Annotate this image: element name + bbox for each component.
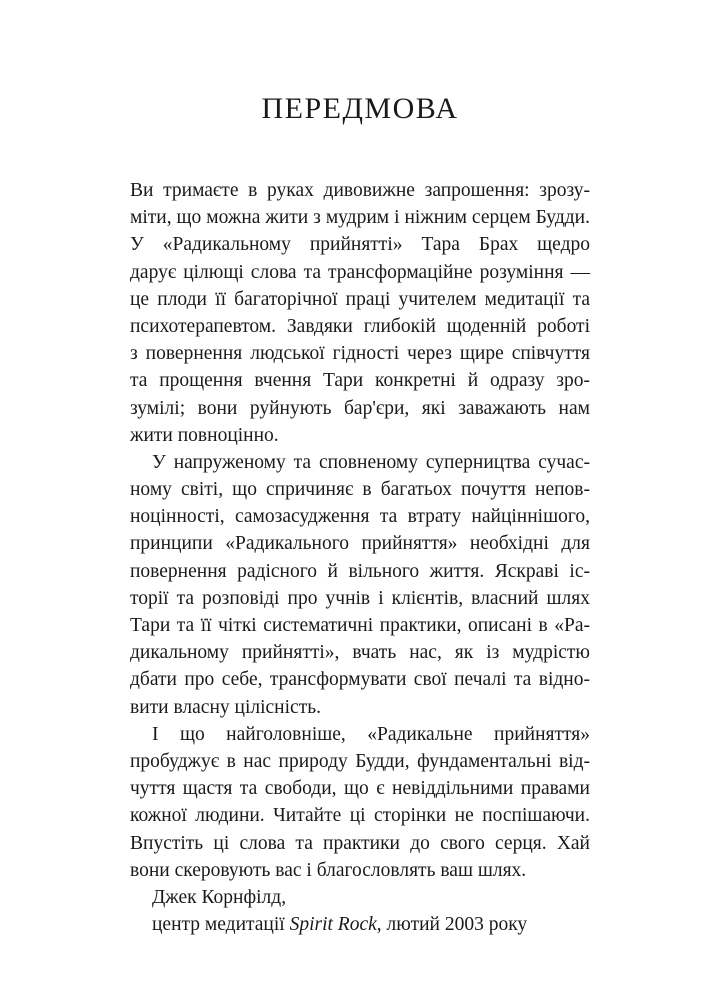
text-line: жити повноцінно. (130, 424, 279, 446)
place-name: Spirit Rock (289, 914, 377, 936)
author-name: Джек Корнфілд, (152, 886, 287, 908)
text-line: повернення радісного й вільного життя. Яскраві іс- (130, 560, 590, 582)
text-line: зумілі; вони руйнують бар'єри, які заважають нам (130, 397, 590, 419)
text-line: пробуджує в нас природу Будди, фундаментальні від- (130, 750, 590, 772)
text-line: це плоди її багаторічної праці учителем медитації та (130, 288, 590, 310)
text-line: ному світі, що спричиняє в багатьох почуття непов- (130, 479, 590, 501)
text-line: та прощення вчення Тари конкретні й одразу зро- (130, 370, 590, 392)
text-line: психотерапевтом. Завдяки глибокій щоденній роботі (130, 315, 590, 337)
text-line: торії та розповіді про учнів і клієнтів, власний шлях (130, 587, 590, 609)
paragraph-2 (130, 449, 590, 721)
text-line: міти, що можна жити з мудрим і ніжним серцем Будди. (130, 207, 590, 229)
text-line: Впустіть ці слова та практики до свого серця. Хай (130, 832, 590, 854)
signature-block (130, 884, 590, 938)
text-line: вити власну цілісність. (130, 696, 321, 718)
text-line: дикальному прийнятті», вчать нас, як із мудрістю (130, 642, 590, 664)
text-line: кожної людини. Читайте ці сторінки не поспішаючи. (130, 805, 590, 827)
author-place (130, 911, 590, 938)
text-line: У «Радикальному прийнятті» Тара Брах щедро (130, 234, 590, 256)
page-title: ПЕРЕДМОВА (261, 92, 459, 125)
text-line: Тари та її чіткі систематичні практики, описані в «Ра- (130, 615, 590, 636)
text-line: дарує цілющі слова та трансформаційне розуміння — (130, 261, 590, 283)
place-suffix: , лютий 2003 року (376, 914, 528, 936)
text-line: І що найголовніше, «Радикальне прийняття» (152, 723, 590, 745)
text-line: дбати про себе, трансформувати свої печалі та відно- (130, 669, 590, 691)
text-line: принципи «Радикального прийняття» необхідні для (130, 533, 590, 555)
text-line: з повернення людської гідності через щире співчуття (130, 343, 590, 365)
text-line: чуття щастя та свободи, що є невіддільними правами (130, 778, 590, 800)
preface-body (130, 177, 590, 938)
text-line: Ви тримаєте в руках дивовижне запрошення: зрозу- (130, 180, 590, 201)
text-line: вони скеровують вас і благословлять ваш шлях. (130, 859, 527, 881)
text-line: ноцінності, самозасудження та втрату найціннішого, (130, 506, 590, 528)
paragraph-3 (130, 721, 590, 884)
place-prefix: центр медитації (152, 914, 290, 936)
text-line: У напруженому та сповненому суперництва сучас- (152, 451, 590, 473)
paragraph-1 (130, 177, 590, 449)
